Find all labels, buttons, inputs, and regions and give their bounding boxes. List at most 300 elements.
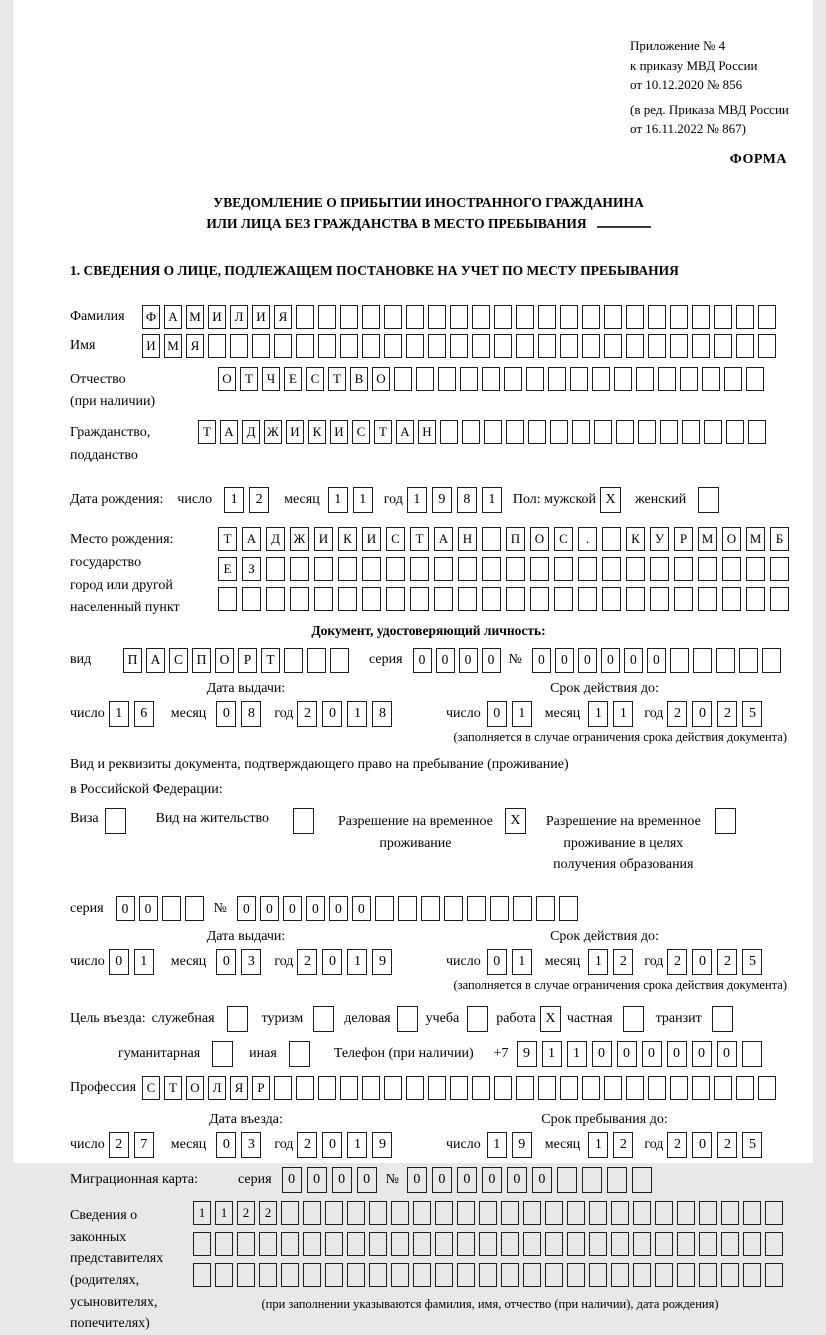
- char-cell[interactable]: [704, 420, 722, 444]
- char-cell[interactable]: [435, 1232, 453, 1256]
- char-cell[interactable]: [602, 557, 621, 581]
- char-cell[interactable]: 5: [742, 1132, 762, 1158]
- char-cell[interactable]: Т: [374, 420, 392, 444]
- work-checkbox[interactable]: X: [540, 1006, 561, 1032]
- char-cell[interactable]: [722, 587, 741, 611]
- char-cell[interactable]: 1: [328, 487, 348, 513]
- char-cell[interactable]: Я: [230, 1076, 248, 1100]
- char-cell[interactable]: 0: [322, 949, 342, 975]
- char-cell[interactable]: В: [350, 367, 368, 391]
- char-cell[interactable]: [428, 334, 446, 358]
- char-cell[interactable]: 0: [617, 1041, 637, 1067]
- char-cell[interactable]: И: [142, 334, 160, 358]
- char-cell[interactable]: [674, 587, 693, 611]
- char-cell[interactable]: [746, 557, 765, 581]
- char-cell[interactable]: [567, 1201, 585, 1225]
- char-cell[interactable]: Т: [261, 648, 280, 673]
- char-cell[interactable]: .: [578, 527, 597, 551]
- char-cell[interactable]: [693, 648, 712, 673]
- char-cell[interactable]: Т: [240, 367, 258, 391]
- char-cell[interactable]: [714, 305, 732, 329]
- char-cell[interactable]: [677, 1201, 695, 1225]
- char-cell[interactable]: [765, 1232, 783, 1256]
- char-cell[interactable]: [746, 587, 765, 611]
- char-cell[interactable]: [504, 367, 522, 391]
- char-cell[interactable]: [692, 305, 710, 329]
- char-cell[interactable]: Р: [252, 1076, 270, 1100]
- char-cell[interactable]: [594, 420, 612, 444]
- char-cell[interactable]: 2: [297, 701, 317, 727]
- char-cell[interactable]: [548, 367, 566, 391]
- char-cell[interactable]: [482, 587, 501, 611]
- char-cell[interactable]: [438, 367, 456, 391]
- char-cell[interactable]: [369, 1201, 387, 1225]
- char-cell[interactable]: [582, 1076, 600, 1100]
- char-cell[interactable]: Т: [198, 420, 216, 444]
- char-cell[interactable]: 1: [542, 1041, 562, 1067]
- char-cell[interactable]: [457, 1232, 475, 1256]
- char-cell[interactable]: 0: [532, 1167, 552, 1193]
- char-cell[interactable]: [434, 557, 453, 581]
- char-cell[interactable]: [457, 1201, 475, 1225]
- char-cell[interactable]: [746, 367, 764, 391]
- char-cell[interactable]: [440, 420, 458, 444]
- char-cell[interactable]: З: [242, 557, 261, 581]
- char-cell[interactable]: [550, 420, 568, 444]
- char-cell[interactable]: М: [746, 527, 765, 551]
- char-cell[interactable]: 0: [487, 701, 507, 727]
- char-cell[interactable]: 0: [457, 1167, 477, 1193]
- char-cell[interactable]: [501, 1263, 519, 1287]
- study-checkbox[interactable]: [467, 1006, 488, 1032]
- char-cell[interactable]: [604, 305, 622, 329]
- char-cell[interactable]: С: [142, 1076, 160, 1100]
- char-cell[interactable]: [578, 587, 597, 611]
- char-cell[interactable]: Т: [218, 527, 237, 551]
- char-cell[interactable]: [450, 334, 468, 358]
- char-cell[interactable]: [413, 1263, 431, 1287]
- char-cell[interactable]: С: [306, 367, 324, 391]
- char-cell[interactable]: [702, 367, 720, 391]
- char-cell[interactable]: [742, 1041, 762, 1067]
- char-cell[interactable]: [494, 305, 512, 329]
- char-cell[interactable]: [482, 367, 500, 391]
- char-cell[interactable]: 2: [667, 1132, 687, 1158]
- char-cell[interactable]: [416, 367, 434, 391]
- char-cell[interactable]: [626, 305, 644, 329]
- char-cell[interactable]: [347, 1263, 365, 1287]
- char-cell[interactable]: Е: [284, 367, 302, 391]
- char-cell[interactable]: [611, 1201, 629, 1225]
- char-cell[interactable]: Б: [770, 527, 789, 551]
- char-cell[interactable]: [290, 557, 309, 581]
- char-cell[interactable]: Д: [242, 420, 260, 444]
- char-cell[interactable]: [545, 1232, 563, 1256]
- char-cell[interactable]: 0: [332, 1167, 352, 1193]
- char-cell[interactable]: [582, 334, 600, 358]
- char-cell[interactable]: [633, 1263, 651, 1287]
- char-cell[interactable]: [274, 1076, 292, 1100]
- char-cell[interactable]: И: [252, 305, 270, 329]
- char-cell[interactable]: [513, 896, 532, 921]
- char-cell[interactable]: [538, 334, 556, 358]
- char-cell[interactable]: [680, 367, 698, 391]
- char-cell[interactable]: Ж: [264, 420, 282, 444]
- char-cell[interactable]: [375, 896, 394, 921]
- char-cell[interactable]: [472, 334, 490, 358]
- char-cell[interactable]: [450, 305, 468, 329]
- char-cell[interactable]: [670, 305, 688, 329]
- char-cell[interactable]: 1: [482, 487, 502, 513]
- char-cell[interactable]: [318, 334, 336, 358]
- char-cell[interactable]: 2: [613, 949, 633, 975]
- char-cell[interactable]: [394, 367, 412, 391]
- char-cell[interactable]: [560, 305, 578, 329]
- char-cell[interactable]: [538, 1076, 556, 1100]
- char-cell[interactable]: 9: [372, 949, 392, 975]
- char-cell[interactable]: [338, 557, 357, 581]
- char-cell[interactable]: 1: [512, 949, 532, 975]
- char-cell[interactable]: 2: [717, 1132, 737, 1158]
- char-cell[interactable]: [362, 334, 380, 358]
- char-cell[interactable]: 0: [667, 1041, 687, 1067]
- char-cell[interactable]: Я: [274, 305, 292, 329]
- char-cell[interactable]: [655, 1263, 673, 1287]
- char-cell[interactable]: [758, 1076, 776, 1100]
- char-cell[interactable]: [670, 334, 688, 358]
- char-cell[interactable]: 1: [134, 949, 154, 975]
- char-cell[interactable]: [658, 367, 676, 391]
- char-cell[interactable]: Д: [266, 527, 285, 551]
- char-cell[interactable]: С: [169, 648, 188, 673]
- residence-permit-checkbox[interactable]: [293, 808, 314, 834]
- char-cell[interactable]: [626, 334, 644, 358]
- char-cell[interactable]: [362, 557, 381, 581]
- char-cell[interactable]: 1: [347, 701, 367, 727]
- char-cell[interactable]: [458, 587, 477, 611]
- char-cell[interactable]: [384, 305, 402, 329]
- char-cell[interactable]: [479, 1263, 497, 1287]
- char-cell[interactable]: Л: [208, 1076, 226, 1100]
- char-cell[interactable]: [516, 305, 534, 329]
- char-cell[interactable]: [545, 1263, 563, 1287]
- char-cell[interactable]: [384, 334, 402, 358]
- char-cell[interactable]: [386, 587, 405, 611]
- char-cell[interactable]: 0: [407, 1167, 427, 1193]
- char-cell[interactable]: [530, 587, 549, 611]
- char-cell[interactable]: [567, 1232, 585, 1256]
- char-cell[interactable]: [406, 1076, 424, 1100]
- char-cell[interactable]: 8: [372, 701, 392, 727]
- char-cell[interactable]: [237, 1232, 255, 1256]
- char-cell[interactable]: [215, 1232, 233, 1256]
- char-cell[interactable]: 2: [259, 1201, 277, 1225]
- char-cell[interactable]: 0: [237, 896, 256, 921]
- char-cell[interactable]: 0: [260, 896, 279, 921]
- business-checkbox[interactable]: [397, 1006, 418, 1032]
- char-cell[interactable]: И: [208, 305, 226, 329]
- char-cell[interactable]: 1: [613, 701, 633, 727]
- char-cell[interactable]: [506, 587, 525, 611]
- char-cell[interactable]: [384, 1076, 402, 1100]
- char-cell[interactable]: [699, 1232, 717, 1256]
- char-cell[interactable]: [526, 367, 544, 391]
- char-cell[interactable]: Ж: [290, 527, 309, 551]
- char-cell[interactable]: П: [192, 648, 211, 673]
- char-cell[interactable]: [560, 334, 578, 358]
- char-cell[interactable]: 0: [642, 1041, 662, 1067]
- char-cell[interactable]: [648, 1076, 666, 1100]
- char-cell[interactable]: [472, 305, 490, 329]
- char-cell[interactable]: [467, 896, 486, 921]
- char-cell[interactable]: [582, 1167, 602, 1193]
- char-cell[interactable]: [303, 1232, 321, 1256]
- char-cell[interactable]: [457, 1263, 475, 1287]
- char-cell[interactable]: [215, 1263, 233, 1287]
- char-cell[interactable]: [530, 557, 549, 581]
- char-cell[interactable]: 1: [109, 701, 129, 727]
- char-cell[interactable]: Е: [218, 557, 237, 581]
- char-cell[interactable]: [281, 1263, 299, 1287]
- char-cell[interactable]: [670, 648, 689, 673]
- char-cell[interactable]: 1: [347, 949, 367, 975]
- char-cell[interactable]: 2: [667, 701, 687, 727]
- char-cell[interactable]: [185, 896, 204, 921]
- char-cell[interactable]: 2: [109, 1132, 129, 1158]
- char-cell[interactable]: 5: [742, 949, 762, 975]
- male-checkbox[interactable]: X: [600, 487, 621, 513]
- char-cell[interactable]: 2: [297, 1132, 317, 1158]
- char-cell[interactable]: [572, 420, 590, 444]
- education-residence-checkbox[interactable]: [715, 808, 736, 834]
- char-cell[interactable]: [482, 527, 501, 551]
- char-cell[interactable]: [410, 587, 429, 611]
- char-cell[interactable]: 0: [307, 1167, 327, 1193]
- char-cell[interactable]: К: [626, 527, 645, 551]
- char-cell[interactable]: 0: [109, 949, 129, 975]
- char-cell[interactable]: [602, 527, 621, 551]
- char-cell[interactable]: Л: [230, 305, 248, 329]
- char-cell[interactable]: [458, 557, 477, 581]
- char-cell[interactable]: Ч: [262, 367, 280, 391]
- char-cell[interactable]: [655, 1201, 673, 1225]
- char-cell[interactable]: [406, 305, 424, 329]
- char-cell[interactable]: П: [506, 527, 525, 551]
- char-cell[interactable]: С: [386, 527, 405, 551]
- char-cell[interactable]: [406, 334, 424, 358]
- char-cell[interactable]: [560, 1076, 578, 1100]
- char-cell[interactable]: [362, 1076, 380, 1100]
- char-cell[interactable]: 0: [322, 1132, 342, 1158]
- char-cell[interactable]: [325, 1263, 343, 1287]
- char-cell[interactable]: [516, 334, 534, 358]
- char-cell[interactable]: 2: [237, 1201, 255, 1225]
- char-cell[interactable]: [494, 1076, 512, 1100]
- char-cell[interactable]: Р: [674, 527, 693, 551]
- char-cell[interactable]: [340, 305, 358, 329]
- char-cell[interactable]: 1: [588, 1132, 608, 1158]
- char-cell[interactable]: [193, 1263, 211, 1287]
- char-cell[interactable]: [501, 1201, 519, 1225]
- char-cell[interactable]: 5: [742, 701, 762, 727]
- char-cell[interactable]: [743, 1232, 761, 1256]
- char-cell[interactable]: [633, 1232, 651, 1256]
- char-cell[interactable]: [428, 305, 446, 329]
- char-cell[interactable]: [682, 420, 700, 444]
- char-cell[interactable]: [722, 557, 741, 581]
- char-cell[interactable]: 1: [588, 949, 608, 975]
- char-cell[interactable]: 0: [692, 949, 712, 975]
- char-cell[interactable]: 0: [507, 1167, 527, 1193]
- char-cell[interactable]: 8: [457, 487, 477, 513]
- char-cell[interactable]: [699, 1263, 717, 1287]
- humanitarian-checkbox[interactable]: [212, 1041, 233, 1067]
- char-cell[interactable]: [692, 1076, 710, 1100]
- char-cell[interactable]: [338, 587, 357, 611]
- char-cell[interactable]: 0: [601, 648, 620, 673]
- char-cell[interactable]: [648, 305, 666, 329]
- char-cell[interactable]: О: [215, 648, 234, 673]
- char-cell[interactable]: [391, 1201, 409, 1225]
- char-cell[interactable]: [434, 587, 453, 611]
- char-cell[interactable]: [589, 1263, 607, 1287]
- char-cell[interactable]: 0: [692, 1132, 712, 1158]
- char-cell[interactable]: Н: [418, 420, 436, 444]
- private-checkbox[interactable]: [623, 1006, 644, 1032]
- char-cell[interactable]: [765, 1263, 783, 1287]
- char-cell[interactable]: [340, 334, 358, 358]
- char-cell[interactable]: И: [286, 420, 304, 444]
- char-cell[interactable]: [739, 648, 758, 673]
- char-cell[interactable]: [758, 305, 776, 329]
- char-cell[interactable]: 1: [353, 487, 373, 513]
- char-cell[interactable]: 2: [667, 949, 687, 975]
- char-cell[interactable]: 0: [436, 648, 455, 673]
- char-cell[interactable]: [482, 557, 501, 581]
- char-cell[interactable]: 1: [215, 1201, 233, 1225]
- char-cell[interactable]: [266, 557, 285, 581]
- char-cell[interactable]: [538, 305, 556, 329]
- char-cell[interactable]: [523, 1201, 541, 1225]
- char-cell[interactable]: О: [218, 367, 236, 391]
- char-cell[interactable]: [307, 648, 326, 673]
- char-cell[interactable]: [259, 1232, 277, 1256]
- char-cell[interactable]: [554, 587, 573, 611]
- char-cell[interactable]: [762, 648, 781, 673]
- char-cell[interactable]: 0: [459, 648, 478, 673]
- char-cell[interactable]: [506, 557, 525, 581]
- char-cell[interactable]: 2: [297, 949, 317, 975]
- char-cell[interactable]: 1: [512, 701, 532, 727]
- char-cell[interactable]: [589, 1232, 607, 1256]
- char-cell[interactable]: [347, 1201, 365, 1225]
- char-cell[interactable]: [266, 587, 285, 611]
- char-cell[interactable]: [660, 420, 678, 444]
- char-cell[interactable]: [770, 587, 789, 611]
- char-cell[interactable]: [281, 1232, 299, 1256]
- char-cell[interactable]: [636, 367, 654, 391]
- char-cell[interactable]: Ф: [142, 305, 160, 329]
- char-cell[interactable]: [386, 557, 405, 581]
- char-cell[interactable]: 0: [487, 949, 507, 975]
- char-cell[interactable]: [421, 896, 440, 921]
- char-cell[interactable]: 0: [139, 896, 158, 921]
- char-cell[interactable]: 0: [692, 1041, 712, 1067]
- char-cell[interactable]: [554, 557, 573, 581]
- char-cell[interactable]: [626, 1076, 644, 1100]
- char-cell[interactable]: [655, 1232, 673, 1256]
- char-cell[interactable]: П: [123, 648, 142, 673]
- char-cell[interactable]: 0: [647, 648, 666, 673]
- char-cell[interactable]: [578, 557, 597, 581]
- char-cell[interactable]: [650, 557, 669, 581]
- char-cell[interactable]: [494, 334, 512, 358]
- char-cell[interactable]: С: [352, 420, 370, 444]
- char-cell[interactable]: [626, 587, 645, 611]
- char-cell[interactable]: [567, 1263, 585, 1287]
- char-cell[interactable]: 0: [555, 648, 574, 673]
- char-cell[interactable]: 0: [216, 1132, 236, 1158]
- char-cell[interactable]: [325, 1201, 343, 1225]
- char-cell[interactable]: [296, 305, 314, 329]
- other-purpose-checkbox[interactable]: [289, 1041, 310, 1067]
- char-cell[interactable]: [484, 420, 502, 444]
- char-cell[interactable]: 0: [482, 648, 501, 673]
- char-cell[interactable]: [692, 334, 710, 358]
- char-cell[interactable]: 0: [352, 896, 371, 921]
- char-cell[interactable]: [193, 1232, 211, 1256]
- char-cell[interactable]: [721, 1263, 739, 1287]
- char-cell[interactable]: И: [362, 527, 381, 551]
- char-cell[interactable]: [736, 1076, 754, 1100]
- char-cell[interactable]: 0: [322, 701, 342, 727]
- char-cell[interactable]: [362, 305, 380, 329]
- char-cell[interactable]: 1: [193, 1201, 211, 1225]
- char-cell[interactable]: М: [186, 305, 204, 329]
- char-cell[interactable]: [670, 1076, 688, 1100]
- char-cell[interactable]: [462, 420, 480, 444]
- char-cell[interactable]: [611, 1263, 629, 1287]
- visa-checkbox[interactable]: [105, 808, 126, 834]
- char-cell[interactable]: [616, 420, 634, 444]
- char-cell[interactable]: [325, 1232, 343, 1256]
- char-cell[interactable]: 1: [347, 1132, 367, 1158]
- char-cell[interactable]: [632, 1167, 652, 1193]
- char-cell[interactable]: [674, 557, 693, 581]
- char-cell[interactable]: [638, 420, 656, 444]
- char-cell[interactable]: 0: [432, 1167, 452, 1193]
- char-cell[interactable]: [218, 587, 237, 611]
- char-cell[interactable]: [604, 334, 622, 358]
- char-cell[interactable]: [626, 557, 645, 581]
- char-cell[interactable]: 0: [482, 1167, 502, 1193]
- char-cell[interactable]: О: [186, 1076, 204, 1100]
- char-cell[interactable]: [516, 1076, 534, 1100]
- char-cell[interactable]: [698, 557, 717, 581]
- char-cell[interactable]: М: [698, 527, 717, 551]
- char-cell[interactable]: [611, 1232, 629, 1256]
- char-cell[interactable]: [391, 1232, 409, 1256]
- char-cell[interactable]: 2: [249, 487, 269, 513]
- char-cell[interactable]: [208, 334, 226, 358]
- char-cell[interactable]: [633, 1201, 651, 1225]
- char-cell[interactable]: [582, 305, 600, 329]
- char-cell[interactable]: [559, 896, 578, 921]
- char-cell[interactable]: [259, 1263, 277, 1287]
- char-cell[interactable]: 0: [357, 1167, 377, 1193]
- char-cell[interactable]: [523, 1263, 541, 1287]
- char-cell[interactable]: 3: [241, 949, 261, 975]
